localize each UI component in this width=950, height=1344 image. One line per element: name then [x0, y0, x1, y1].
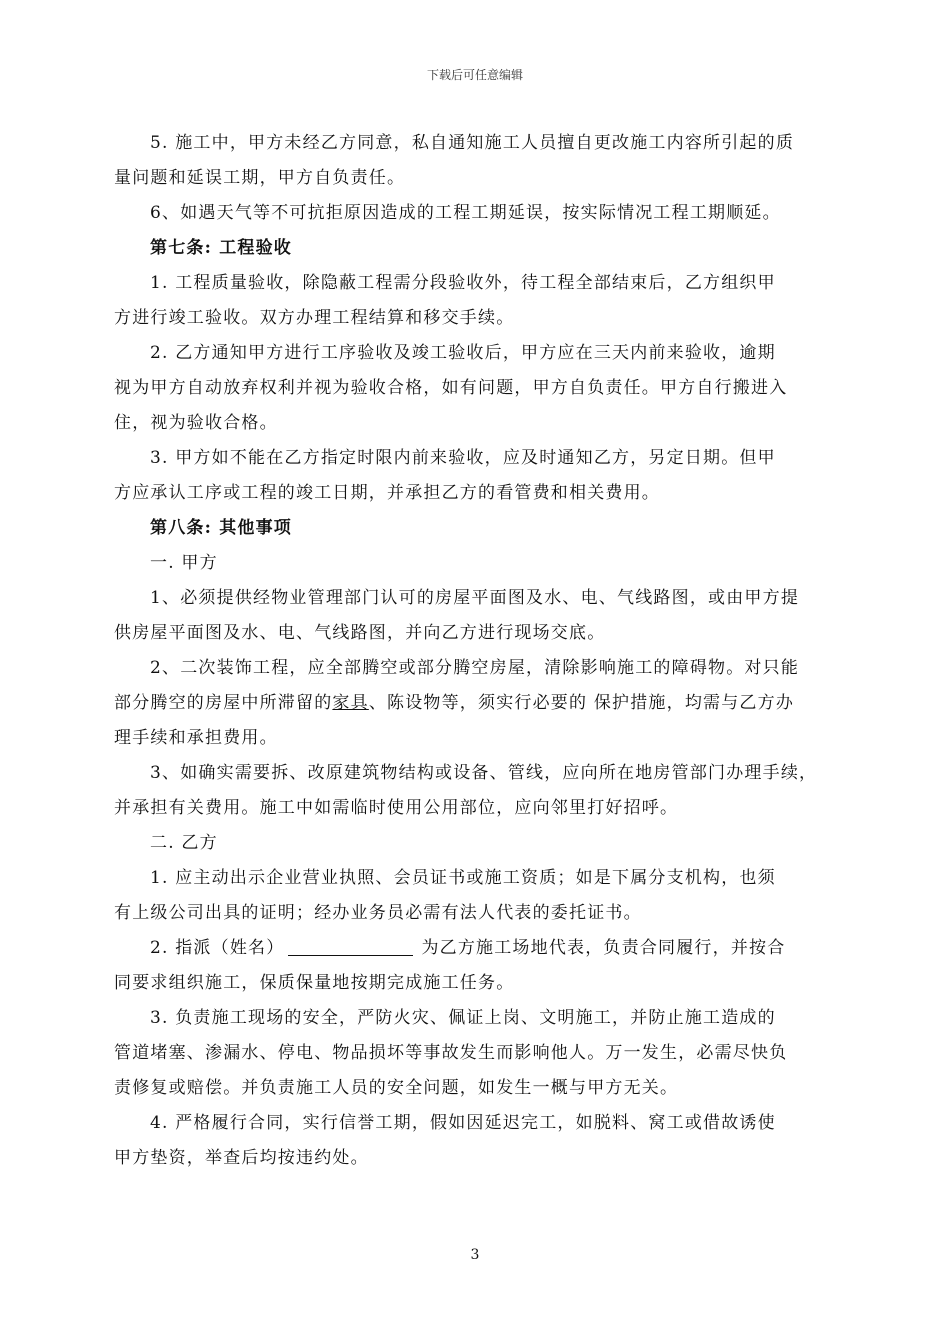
name-blank-field[interactable]: [288, 933, 413, 956]
underlined-link-furniture[interactable]: 家具: [332, 693, 369, 713]
line-text: 部分腾空的房屋中所滞留的: [114, 693, 333, 713]
paragraph-line: 并承担有关费用。施工中如需临时使用公用部位，应向邻里打好招呼。: [114, 798, 679, 818]
paragraph-line: [114, 931, 839, 966]
paragraph-line: 理手续和承担费用。: [114, 728, 278, 748]
paragraph-line: 同要求组织施工，保质保量地按期完成施工任务。: [114, 973, 515, 993]
paragraph-line: 3、如确实需要拆、改原建筑物结构或设备、管线，应向所在地房管部门办理手续，: [150, 763, 818, 783]
line-text: 、陈设物等，须实行必要的 保护措施，均需与乙方办: [368, 693, 795, 713]
paragraph-line: 供房屋平面图及水、电、气线路图，并向乙方进行现场交底。: [114, 623, 606, 643]
paragraph-line: 责修复或赔偿。并负责施工人员的安全问题，如发生一概与甲方无关。: [114, 1078, 679, 1098]
paragraph-line: 1、必须提供经物业管理部门认可的房屋平面图及水、电、气线路图，或由甲方提: [150, 588, 800, 608]
paragraph-line: 5. 施工中，甲方未经乙方同意，私自通知施工人员擅自更改施工内容所引起的质: [150, 133, 795, 153]
paragraph-line: 2. 乙方通知甲方进行工序验收及竣工验收后，甲方应在三天内前来验收，逾期: [150, 343, 776, 363]
paragraph-line: 1. 工程质量验收，除隐蔽工程需分段验收外，待工程全部结束后，乙方组织甲: [150, 273, 776, 293]
paragraph-line: [114, 686, 839, 721]
paragraph-line: 管道堵塞、渗漏水、停电、物品损坏等事故发生而影响他人。万一发生，必需尽快负: [114, 1043, 788, 1063]
paragraph-line: 住，视为验收合格。: [114, 413, 278, 433]
paragraph-line: 6、如遇天气等不可抗拒原因造成的工程工期延误，按实际情况工程工期顺延。: [150, 203, 781, 223]
subsection-heading: 一. 甲方: [150, 553, 218, 573]
subsection-heading: 二. 乙方: [150, 833, 218, 853]
paragraph-line: 方进行竣工验收。双方办理工程结算和移交手续。: [114, 308, 515, 328]
paragraph-line: 方应承认工序或工程的竣工日期，并承担乙方的看管费和相关费用。: [114, 483, 660, 503]
paragraph-line: 3. 负责施工现场的安全，严防火灾、佩证上岗、文明施工，并防止施工造成的: [150, 1008, 776, 1028]
page-header: 下载后可任意编辑: [426, 68, 523, 82]
line-text: 为乙方施工场地代表，负责合同履行，并按合: [421, 938, 786, 958]
paragraph-line: 4. 严格履行合同，实行信誉工期，假如因延迟完工，如脱料、窝工或借故诱使: [150, 1113, 776, 1133]
line-text: 2. 指派（姓名）: [150, 938, 285, 958]
paragraph-line: 甲方垫资，举查后均按违约处。: [114, 1148, 369, 1168]
paragraph-line: 量问题和延误工期，甲方自负责任。: [114, 168, 406, 188]
paragraph-line: 1. 应主动出示企业营业执照、会员证书或施工资质；如是下属分支机构，也须: [150, 868, 776, 888]
paragraph-line: 视为甲方自动放弃权利并视为验收合格，如有问题，甲方自负责任。甲方自行搬进入: [114, 378, 788, 398]
section-heading: 第八条: 其他事项: [150, 518, 292, 538]
section-heading: 第七条: 工程验收: [150, 238, 292, 258]
document-body: [114, 126, 839, 1176]
page-number: 3: [470, 1247, 480, 1263]
paragraph-line: 有上级公司出具的证明；经办业务员必需有法人代表的委托证书。: [114, 903, 642, 923]
paragraph-line: 2、二次装饰工程，应全部腾空或部分腾空房屋，清除影响施工的障碍物。对只能: [150, 658, 800, 678]
paragraph-line: 3. 甲方如不能在乙方指定时限内前来验收，应及时通知乙方，另定日期。但甲: [150, 448, 776, 468]
